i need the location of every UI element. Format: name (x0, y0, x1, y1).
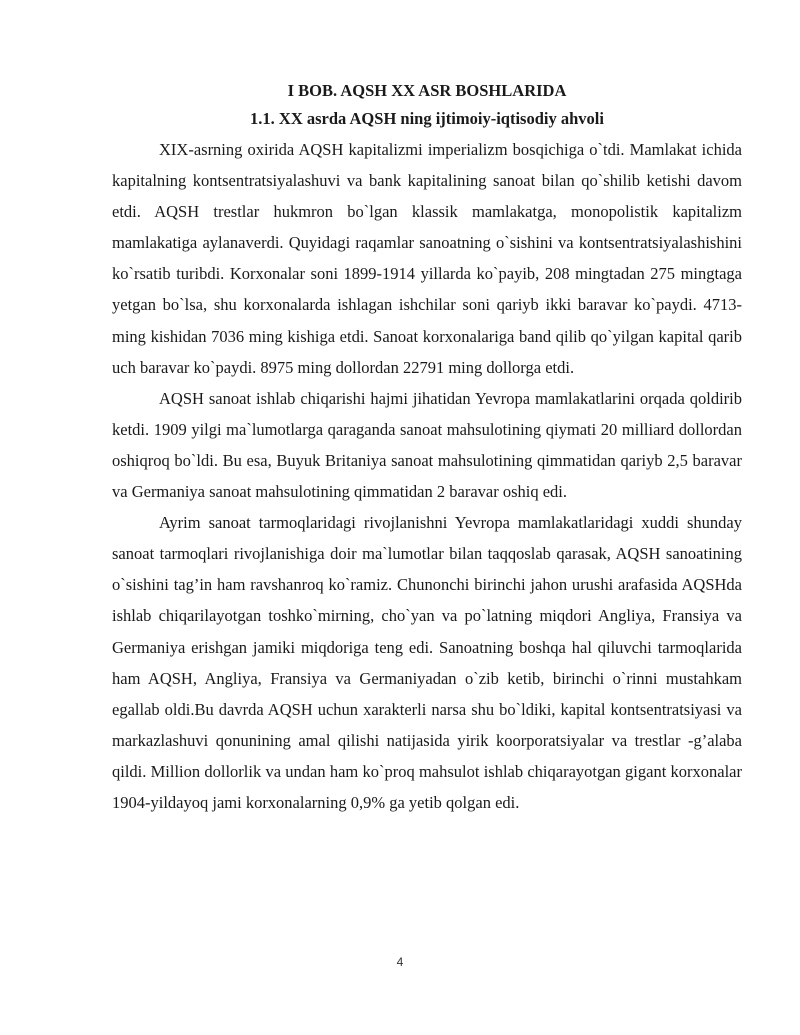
section-title: 1.1. XX asrda AQSH ning ijtimoiy-iqtisodiy ahvoli (250, 109, 604, 128)
page-number: 4 (396, 955, 404, 969)
heading-block (112, 79, 742, 131)
page-content (112, 79, 742, 818)
paragraph-2: AQSH sanoat ishlab chiqarishi hajmi jihatidan Yevropa mamlakatlarini orqada qoldirib ketdi. 1909 yilgi ma`lumotlarga qaraganda sanoat mahsulotining qiymati 20 milliard dollordan oshiqroq bo`ldi. Bu esa, Buyuk Britaniya sanoat mahsulotining qimmatidan qariyb 2,5 baravar va Germaniya sanoat mahsulotining qimmatidan 2 baravar oshiq edi. (112, 388, 742, 502)
chapter-title: I BOB. AQSH XX ASR BOSHLARIDA (287, 81, 567, 100)
paragraph-1: XIX-asrning oxirida AQSH kapitalizmi imperializm bosqichiga o`tdi. Mamlakat ichida kapitalning kontsentratsiyalashuvi va bank kapitalining sanoat bilan qo`shilib ketishi davom etdi. AQSH trestlar hukmron bo`lgan klassik mamlakatga, monopolistik kapitalizm mamlakatiga aylanaverdi. Quyidagi raqamlar sanoatning o`sishini va kontsentratsiyalashishini ko`rsatib turibdi. Korxonalar soni 1899-1914 yillarda ko`payib, 208 mingtadan 275 mingtaga yetgan bo`lsa, shu korxonalarda ishlagan ishchilar soni qariyb ikki baravar ko`paydi. 4713-ming kishidan 7036 ming kishiga etdi. Sanoat korxonalariga band qilib qo`yilgan kapital qarib uch baravar ko`paydi. 8975 ming dollordan 22791 ming dollorga etdi. (112, 140, 742, 377)
paragraph-3: Ayrim sanoat tarmoqlaridagi rivojlanishni Yevropa mamlakatlaridagi xuddi shunday sanoat tarmoqlari rivojlanishiga doir ma`lumotlar bilan taqqoslab qarasak, AQSH sanoatining o`sishini tag’in ham ravshanroq ko`ramiz. Chunonchi birinchi jahon urushi arafasida AQSHda ishlab chiqarilayotgan toshko`mirning, cho`yan va po`latning miqdori Angliya, Fransiya va Germaniya erishgan jamiki miqdoriga teng edi. Sanoatning boshqa hal qiluvchi tarmoqlarida ham AQSH, Angliya, Fransiya va Germaniyadan o`zib ketib, birinchi o`rinni mustahkam egallab oldi.Bu davrda AQSH uchun xarakterli narsa shu bo`ldiki, kapital kontsentratsiyasi va markazlashuvi qonunining amal qilishi natijasida yirik koorporatsiyalar va trestlar -g’alaba qildi. Million dollorlik va undan ham ko`proq mahsulot ishlab chiqarayotgan gigant korxonalar 1904-yildayoq jami korxonalarning 0,9% ga yetib qolgan edi. (112, 513, 742, 812)
